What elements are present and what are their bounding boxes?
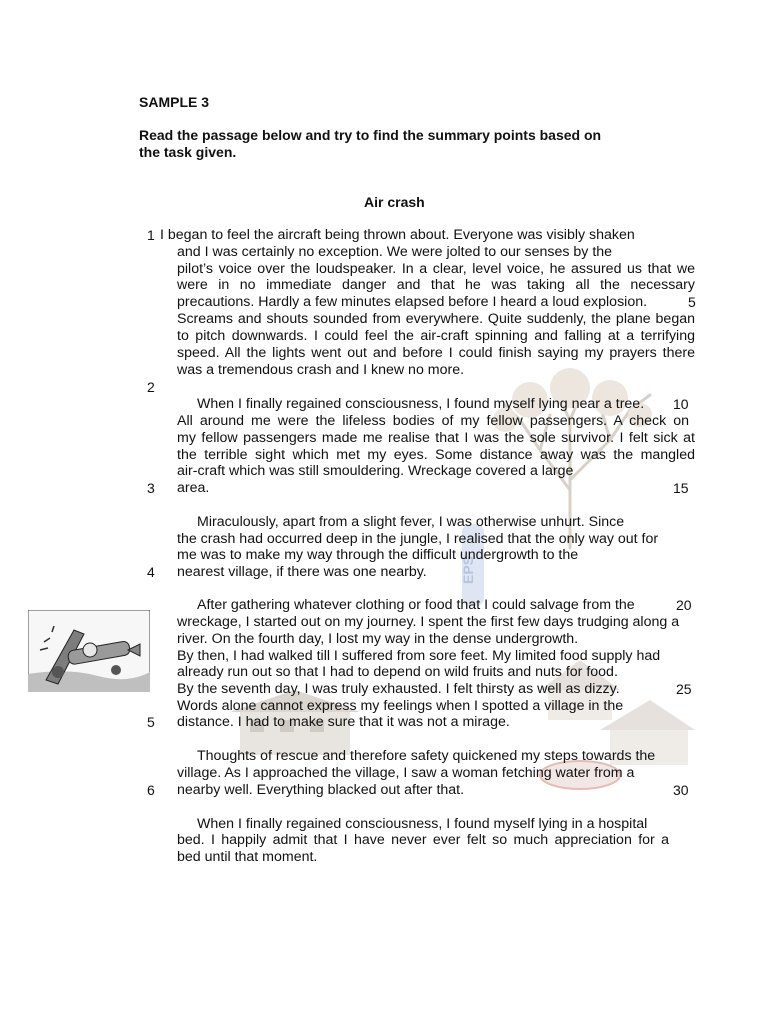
paragraph-number: 3: [147, 480, 155, 496]
passage-line: air-craft which was still smouldering. Wreckage covered a large: [177, 463, 574, 479]
paragraph-number: 6: [147, 782, 155, 798]
instruction-line-2: the task given.: [139, 144, 237, 160]
line-number: 15: [673, 480, 689, 496]
line-number: 10: [673, 396, 689, 412]
passage-line: me was to make my way through the difficult undergrowth to the: [177, 547, 579, 563]
passage-line: By the seventh day, I was truly exhausted. I felt thirsty as well as dizzy.: [177, 681, 620, 697]
passage-line: bed. I happily admit that I have never ever felt so much appreciation for a: [177, 832, 669, 848]
passage-line: river. On the fourth day, I lost my way in the dense undergrowth.: [177, 631, 579, 647]
passage-line: the crash had occurred deep in the jungle, I realised that the only way out for: [177, 531, 659, 547]
passage-line: Thoughts of rescue and therefore safety quickened my steps towards the: [197, 748, 656, 764]
sample-label: SAMPLE 3: [139, 94, 210, 110]
passage-line: pilot’s voice over the loudspeaker. In a clear, level voice, he assured us that we: [177, 261, 695, 277]
passage-line: bed until that moment.: [177, 849, 318, 865]
passage-line: was a tremendous crash and I knew no more.: [177, 362, 465, 378]
paragraph-number: 2: [147, 379, 155, 395]
eps-watermark-text: EPS: [460, 555, 476, 585]
passage-title: Air crash: [364, 194, 425, 210]
passage-line: the terrible sight which met my eyes. Some distance away was the mangled: [177, 447, 695, 463]
passage-line: After gathering whatever clothing or food that I could salvage from the: [197, 597, 635, 613]
passage-line: Words alone cannot express my feelings when I spotted a village in the: [177, 698, 624, 714]
passage-line: and I was certainly no exception. We were jolted to our senses by the: [177, 244, 613, 260]
paragraph-number: 4: [147, 564, 155, 580]
passage-line: speed. All the lights went out and before I could finish saying my prayers there: [177, 345, 695, 361]
passage-line: area.: [177, 480, 210, 496]
passage-line: were in no immediate danger and that he was taking all the necessary: [177, 277, 695, 293]
line-number: 25: [676, 681, 692, 697]
passage-line: my fellow passengers made me realise that I was the sole survivor. I felt sick at: [177, 430, 695, 446]
airplane-crash-icon: [28, 610, 150, 692]
passage-line: distance. I had to make sure that it was not a mirage.: [177, 714, 510, 730]
passage-line: precautions. Hardly a few minutes elapsed before I heard a loud explosion.: [177, 294, 648, 310]
paragraph-number: 1: [147, 227, 155, 243]
passage-line: already run out so that I had to depend on wild fruits and nuts for food.: [177, 664, 618, 680]
line-number: 30: [673, 782, 689, 798]
passage-line: Screams and shouts sounded from everywhere. Quite suddenly, the plane began: [177, 311, 695, 327]
passage-line: nearest village, if there was one nearby.: [177, 564, 427, 580]
passage-line: wreckage, I started out on my journey. I spent the first few days trudging along a: [177, 614, 680, 630]
line-number: 20: [676, 597, 692, 613]
instruction-line-1: Read the passage below and try to find the summary points based on: [139, 127, 602, 143]
paragraph-number: 5: [147, 714, 155, 730]
passage-line: By then, I had walked till I suffered from sore feet. My limited food supply had: [177, 648, 661, 664]
passage-line: I began to feel the aircraft being thrown about. Everyone was visibly shaken: [160, 227, 635, 243]
passage-line: nearby well. Everything blacked out after that.: [177, 782, 465, 798]
passage-line: All around me were the lifeless bodies of my fellow passengers. A check on: [177, 413, 689, 429]
passage-line: When I finally regained consciousness, I found myself lying near a tree.: [197, 396, 645, 412]
passage-line: village. As I approached the village, I saw a woman fetching water from a: [177, 765, 635, 781]
line-number: 5: [688, 294, 696, 310]
passage-line: When I finally regained consciousness, I found myself lying in a hospital: [197, 816, 648, 832]
passage-line: Miraculously, apart from a slight fever, I was otherwise unhurt. Since: [197, 514, 625, 530]
passage-line: to pitch downwards. I could feel the air-craft spinning and falling at a terrifying: [177, 328, 695, 344]
